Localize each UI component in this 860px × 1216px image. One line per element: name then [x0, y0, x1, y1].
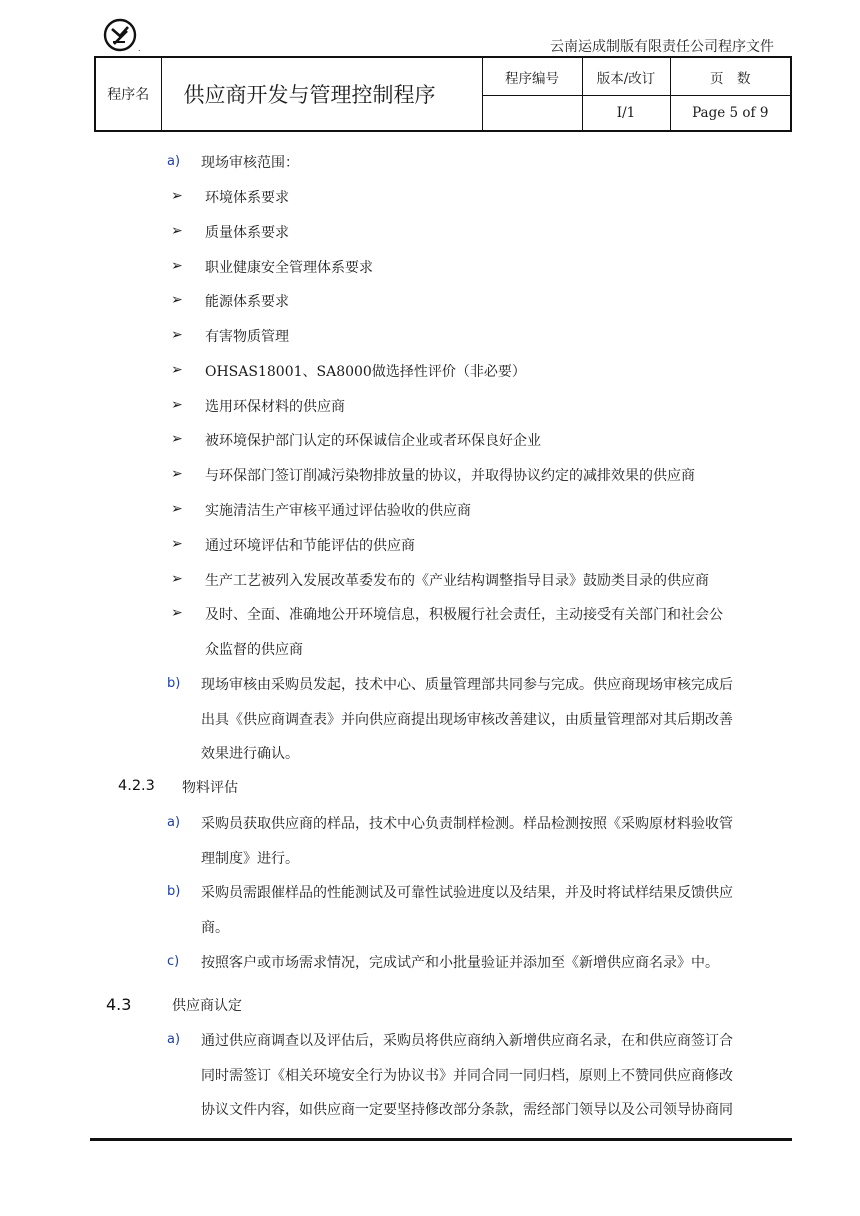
item-a-text: 现场审核范围： — [201, 155, 299, 171]
paragraph-line: 按照客户或市场需求情况，完成试产和小批量验证并添加至《新增供应商名录》中。 — [201, 955, 719, 971]
list-marker: b) — [167, 884, 181, 899]
list-marker: a) — [167, 154, 181, 169]
bullet-arrow-icon: ➢ — [171, 431, 183, 447]
bullet-item: 职业健康安全管理体系要求 — [205, 260, 373, 276]
bullet-item: 生产工艺被列入发展改革委发布的《产业结构调整指导目录》鼓励类目录的供应商 — [205, 573, 709, 589]
bullet-arrow-icon: ➢ — [171, 292, 183, 308]
bullet-arrow-icon: ➢ — [171, 571, 183, 587]
program-name-label: 程序名 — [95, 57, 161, 131]
list-marker: a) — [167, 1032, 181, 1047]
bullet-item: 与环保部门签订削减污染物排放量的协议，并取得协议约定的减排效果的供应商 — [205, 468, 695, 484]
bullet-arrow-icon: ➢ — [171, 466, 183, 482]
bullet-arrow-icon: ➢ — [171, 605, 183, 621]
bullet-arrow-icon: ➢ — [171, 188, 183, 204]
version-value: Ⅰ/1 — [582, 96, 670, 132]
program-no-value — [482, 96, 582, 132]
footer-divider — [90, 1138, 792, 1141]
section-number: 4.3 — [106, 995, 132, 1014]
bullet-arrow-icon: ➢ — [171, 536, 183, 552]
bullet-arrow-icon: ➢ — [171, 223, 183, 239]
bullet-item: OHSAS18001、SA8000做选择性评价（非必要） — [205, 364, 526, 380]
company-name: 云南运成制版有限责任公司程序文件 — [550, 39, 774, 55]
bullet-arrow-icon: ➢ — [171, 258, 183, 274]
bullet-item: 环境体系要求 — [205, 190, 289, 206]
paragraph-line: 出具《供应商调查表》并向供应商提出现场审核改善建议，由质量管理部对其后期改善 — [201, 712, 733, 728]
section-title: 供应商认定 — [172, 998, 242, 1014]
section-title: 物料评估 — [182, 780, 238, 796]
bullet-item: 能源体系要求 — [205, 294, 289, 310]
paragraph-line: 采购员需跟催样品的性能测试及可靠性试验进度以及结果，并及时将试样结果反馈供应 — [201, 885, 733, 901]
company-logo-icon — [103, 18, 137, 52]
bullet-item-continuation: 众监督的供应商 — [205, 642, 303, 658]
paragraph-line: 现场审核由采购员发起，技术中心、质量管理部共同参与完成。供应商现场审核完成后 — [201, 677, 733, 693]
bullet-arrow-icon: ➢ — [171, 362, 183, 378]
bullet-arrow-icon: ➢ — [171, 327, 183, 343]
pages-value: Page 5 of 9 — [670, 96, 791, 132]
paragraph-line: 同时需签订《相关环境安全行为协议书》并同合同一同归档，原则上不赞同供应商修改 — [201, 1068, 733, 1084]
bullet-arrow-icon: ➢ — [171, 397, 183, 413]
list-marker: a) — [167, 815, 181, 830]
bullet-item: 质量体系要求 — [205, 225, 289, 241]
bullet-item: 被环境保护部门认定的环保诚信企业或者环保良好企业 — [205, 433, 541, 449]
paragraph-line: 商。 — [201, 920, 229, 936]
list-marker: b) — [167, 676, 181, 691]
logo-mark: . — [138, 44, 141, 53]
list-marker: c) — [167, 954, 180, 969]
bullet-item: 通过环境评估和节能评估的供应商 — [205, 538, 415, 554]
bullet-item: 有害物质管理 — [205, 329, 289, 345]
version-label: 版本/改订 — [582, 57, 670, 96]
section-number: 4.2.3 — [118, 778, 155, 794]
paragraph-line: 效果进行确认。 — [201, 746, 299, 762]
program-no-label: 程序编号 — [482, 57, 582, 96]
bullet-item: 及时、全面、准确地公开环境信息，积极履行社会责任，主动接受有关部门和社会公 — [205, 607, 723, 623]
bullet-item: 选用环保材料的供应商 — [205, 399, 345, 415]
pages-label: 页 数 — [670, 57, 791, 96]
document-header-table — [94, 56, 792, 132]
paragraph-line: 通过供应商调查以及评估后，采购员将供应商纳入新增供应商名录，在和供应商签订合 — [201, 1033, 733, 1049]
bullet-arrow-icon: ➢ — [171, 501, 183, 517]
program-title: 供应商开发与管理控制程序 — [161, 57, 482, 131]
paragraph-line: 理制度》进行。 — [201, 851, 299, 867]
paragraph-line: 采购员获取供应商的样品，技术中心负责制样检测。样品检测按照《采购原材料验收管 — [201, 816, 733, 832]
bullet-item: 实施清洁生产审核平通过评估验收的供应商 — [205, 503, 471, 519]
paragraph-line: 协议文件内容，如供应商一定要坚持修改部分条款，需经部门领导以及公司领导协商同 — [201, 1102, 733, 1118]
